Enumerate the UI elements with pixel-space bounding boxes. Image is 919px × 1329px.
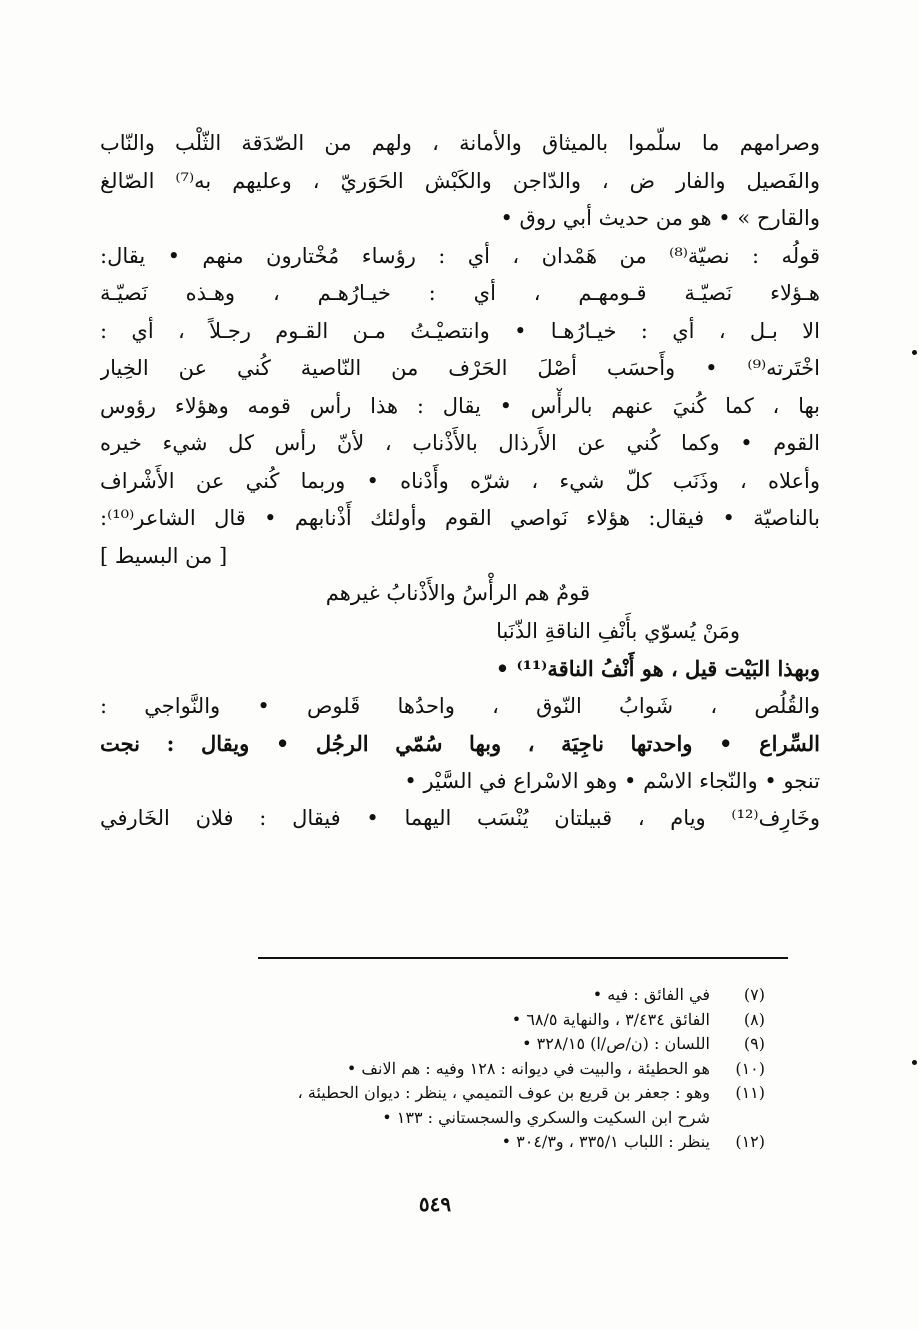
footnotes-block xyxy=(185,983,765,1155)
text-line: بالناصيّة • فيقال: هؤلاء نَواصي القوم وأولئك أَذْنابهم • قال الشاعر⁽¹⁰⁾: xyxy=(100,506,820,530)
text-line: القوم • وكما كُني عن الأَرذال بالأَذْناب ، لأنّ رأس كل شيء خيره xyxy=(100,431,820,455)
text-line: وأعلاه ، وذَنَب كلّ شيء ، شرّه وأَدْناه • وربما كُني عن الأَشْراف xyxy=(100,468,820,493)
text-line: هـؤلاء نَصيّـة قـومهـم ، أي : خيـارُهـم ، وهـذه نَصيّـة xyxy=(100,281,820,305)
footnote-text: شرح ابن السكيت والسكري والسجستاني : ١٣٣ • xyxy=(382,1107,710,1127)
text-line: وخَارِف⁽¹²⁾ ويام ، قبيلتان يُنْسَب اليهما • فيقال : فلان الخَارفي xyxy=(100,806,820,830)
text-line: الا بـل ، أي : خيـارُهـا • وانتصيْـتُ مـن القـوم رجـلاً ، أي : xyxy=(100,318,820,343)
footnote-continuation xyxy=(185,1106,765,1131)
text-line: وصرامهم ما سلّموا بالميثاق والأمانة ، ولهم من الصّدَقة الثّلْب والنّاب xyxy=(100,131,820,155)
text-line: قولُه : نصيّة⁽⁸⁾ من هَمْدان ، أي : رؤساء مُخْتارون منهم • يقال: xyxy=(100,243,820,268)
footnote-number: (٨) xyxy=(743,1009,765,1029)
footnote-text: الفائق ٣/٤٣٤ ، والنهاية ٦٨/٥ • xyxy=(511,1009,710,1029)
footnote-text: هو الحطيئة ، والبيت في ديوانه : ١٢٨ وفيه : هم الانف • xyxy=(346,1058,710,1078)
text-line: والقارح » • هو من حديث أبي روق • xyxy=(500,206,820,230)
page-number: ٥٤٩ xyxy=(418,1192,452,1216)
footnote-number: (١١) xyxy=(735,1083,765,1102)
footnote-separator-rule xyxy=(258,957,788,959)
footnote-text: في الفائق : فيه • xyxy=(592,985,710,1004)
footnote-number: (١٠) xyxy=(735,1058,765,1078)
footnote-text: وهو : جعفر بن قريع بن عوف التميمي ، ينظر : ديوان الحطيئة ، xyxy=(297,1083,710,1102)
scan-speck xyxy=(912,1060,917,1065)
text-line: السِّراع • واحدتها ناجِيَة ، وبها سُمّي الرجُل • ويقال : نجت xyxy=(100,731,820,756)
scan-speck xyxy=(912,350,917,355)
footnote xyxy=(185,1008,765,1033)
footnote xyxy=(185,983,765,1008)
footnote xyxy=(185,1032,765,1057)
meter-source-label: [ من البسيط ] xyxy=(100,543,228,568)
text-line: والفَصيل والفار ض ، والدّاجن والكَبْش الحَوَريّ ، وعليهم به⁽⁷⁾ الصّالغ xyxy=(100,168,820,193)
footnote xyxy=(185,1130,765,1155)
poem-verse-second-hemistich: ومَنْ يُسوّي بأَنْفِ الناقةِ الذّنَبا xyxy=(496,618,740,643)
footnote-number: (٩) xyxy=(743,1034,765,1053)
text-line: اخْتَرته⁽⁹⁾ • وأَحسَب أصْلَ الحَرْف من النّاصية كُني عن الخِيار xyxy=(100,356,820,380)
footnote xyxy=(185,1057,765,1082)
footnote-number xyxy=(710,1106,765,1131)
main-text-block xyxy=(100,125,820,838)
proverb-line: وبهذا البَيْت قيل ، هو أَنْفُ الناقة⁽¹¹⁾ • xyxy=(495,656,820,681)
text-line: والقُلُص ، شَوابُ النّوق ، واحدُها قَلوص • والنَّواجي : xyxy=(100,693,820,718)
footnote-number: (١٢) xyxy=(735,1132,765,1151)
footnote-text: ينظر : اللباب ٣٣٥/١ ، و٣٠٤/٣ • xyxy=(501,1132,710,1151)
footnote-text: اللسان : (ن/ص/ا) ٣٢٨/١٥ • xyxy=(522,1034,710,1053)
poem-verse-first-hemistich: قومٌ هم الرأْسُ والأَذْنابُ غيرهم xyxy=(325,581,590,605)
text-line: بها ، كما كُنيَ عنهم بالرأْس • يقال : هذا رأس قومه وهؤلاء رؤوس xyxy=(100,393,820,418)
footnote-number: (٧) xyxy=(743,985,765,1004)
footnote xyxy=(185,1081,765,1106)
text-line: تنجو • والنّجاء الاسْم • وهو الاسْراع في السَّيْر • xyxy=(404,768,820,793)
